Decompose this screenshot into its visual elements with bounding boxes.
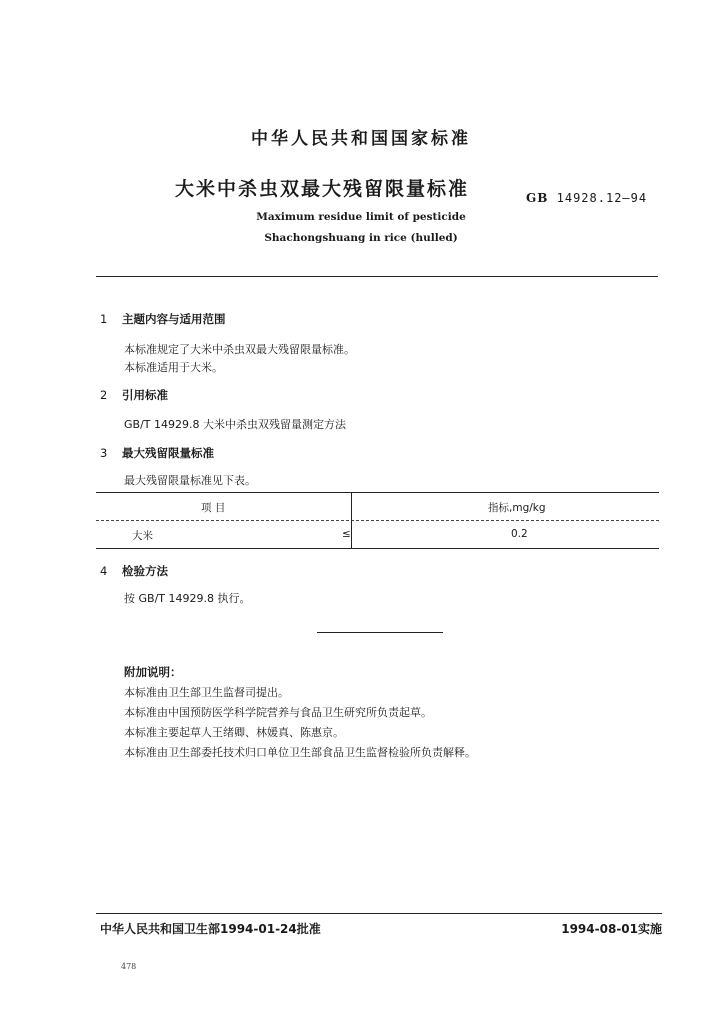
- end-of-text-rule: [317, 632, 443, 633]
- page-number: 478: [121, 962, 137, 971]
- section-2-heading: [100, 387, 168, 403]
- note-line-2: 本标准由中国预防医学科学院营养与食品卫生研究所负责起草。: [124, 706, 432, 719]
- issuer-heading: 中华人民共和国国家标准: [251, 129, 471, 149]
- section-title: 引用标准: [122, 388, 169, 402]
- standard-code: 14928.12–94: [556, 191, 648, 205]
- section-number: 2: [100, 388, 108, 402]
- section-1-paragraph-1: 本标准规定了大米中杀虫双最大残留限量标准。: [124, 343, 355, 356]
- standard-number: [526, 191, 647, 205]
- section-2-paragraph-1: GB/T 14929.8 大米中杀虫双残留量测定方法: [124, 418, 346, 431]
- table-cell-operator: ≤: [342, 528, 351, 540]
- table-cell-item: 大米: [132, 530, 153, 542]
- section-3-heading: [100, 445, 214, 461]
- section-title: 最大残留限量标准: [122, 446, 215, 460]
- limit-table: [96, 492, 659, 549]
- standard-prefix: GB: [526, 191, 549, 205]
- english-title-line-2: Shachongshuang in rice (hulled): [264, 232, 458, 244]
- section-number: 1: [100, 312, 108, 326]
- approval-line: 中华人民共和国卫生部1994-01-24批准: [100, 922, 321, 936]
- section-1-paragraph-2: 本标准适用于大米。: [124, 361, 223, 374]
- document-title: 大米中杀虫双最大残留限量标准: [175, 178, 470, 200]
- notes-heading: 附加说明：: [124, 665, 182, 679]
- table-header-index: 指标,mg/kg: [488, 502, 546, 514]
- table-top-rule: [96, 492, 659, 493]
- note-line-1: 本标准由卫生部卫生监督司提出。: [124, 686, 289, 699]
- english-title-line-1: Maximum residue limit of pesticide: [256, 211, 466, 223]
- table-cell-value: 0.2: [511, 528, 528, 540]
- section-4-paragraph-1: 按 GB/T 14929.8 执行。: [124, 592, 251, 605]
- table-column-divider: [351, 492, 352, 548]
- table-header-item: 项 目: [201, 502, 226, 514]
- note-line-4: 本标准由卫生部委托技术归口单位卫生部食品卫生监督检验所负责解释。: [124, 746, 476, 759]
- implementation-date: 1994-08-01实施: [561, 922, 662, 936]
- footer-divider: [96, 913, 662, 914]
- header-divider: [96, 276, 658, 277]
- table-bottom-rule: [96, 548, 659, 549]
- section-title: 主题内容与适用范围: [122, 312, 226, 326]
- section-title: 检验方法: [122, 564, 169, 578]
- note-line-3: 本标准主要起草人王绪卿、林媛真、陈惠京。: [124, 726, 344, 739]
- section-number: 4: [100, 564, 108, 578]
- section-1-heading: [100, 311, 226, 327]
- section-number: 3: [100, 446, 108, 460]
- section-3-paragraph-1: 最大残留限量标准见下表。: [124, 474, 256, 487]
- section-4-heading: [100, 563, 168, 579]
- table-header-rule: [96, 520, 659, 521]
